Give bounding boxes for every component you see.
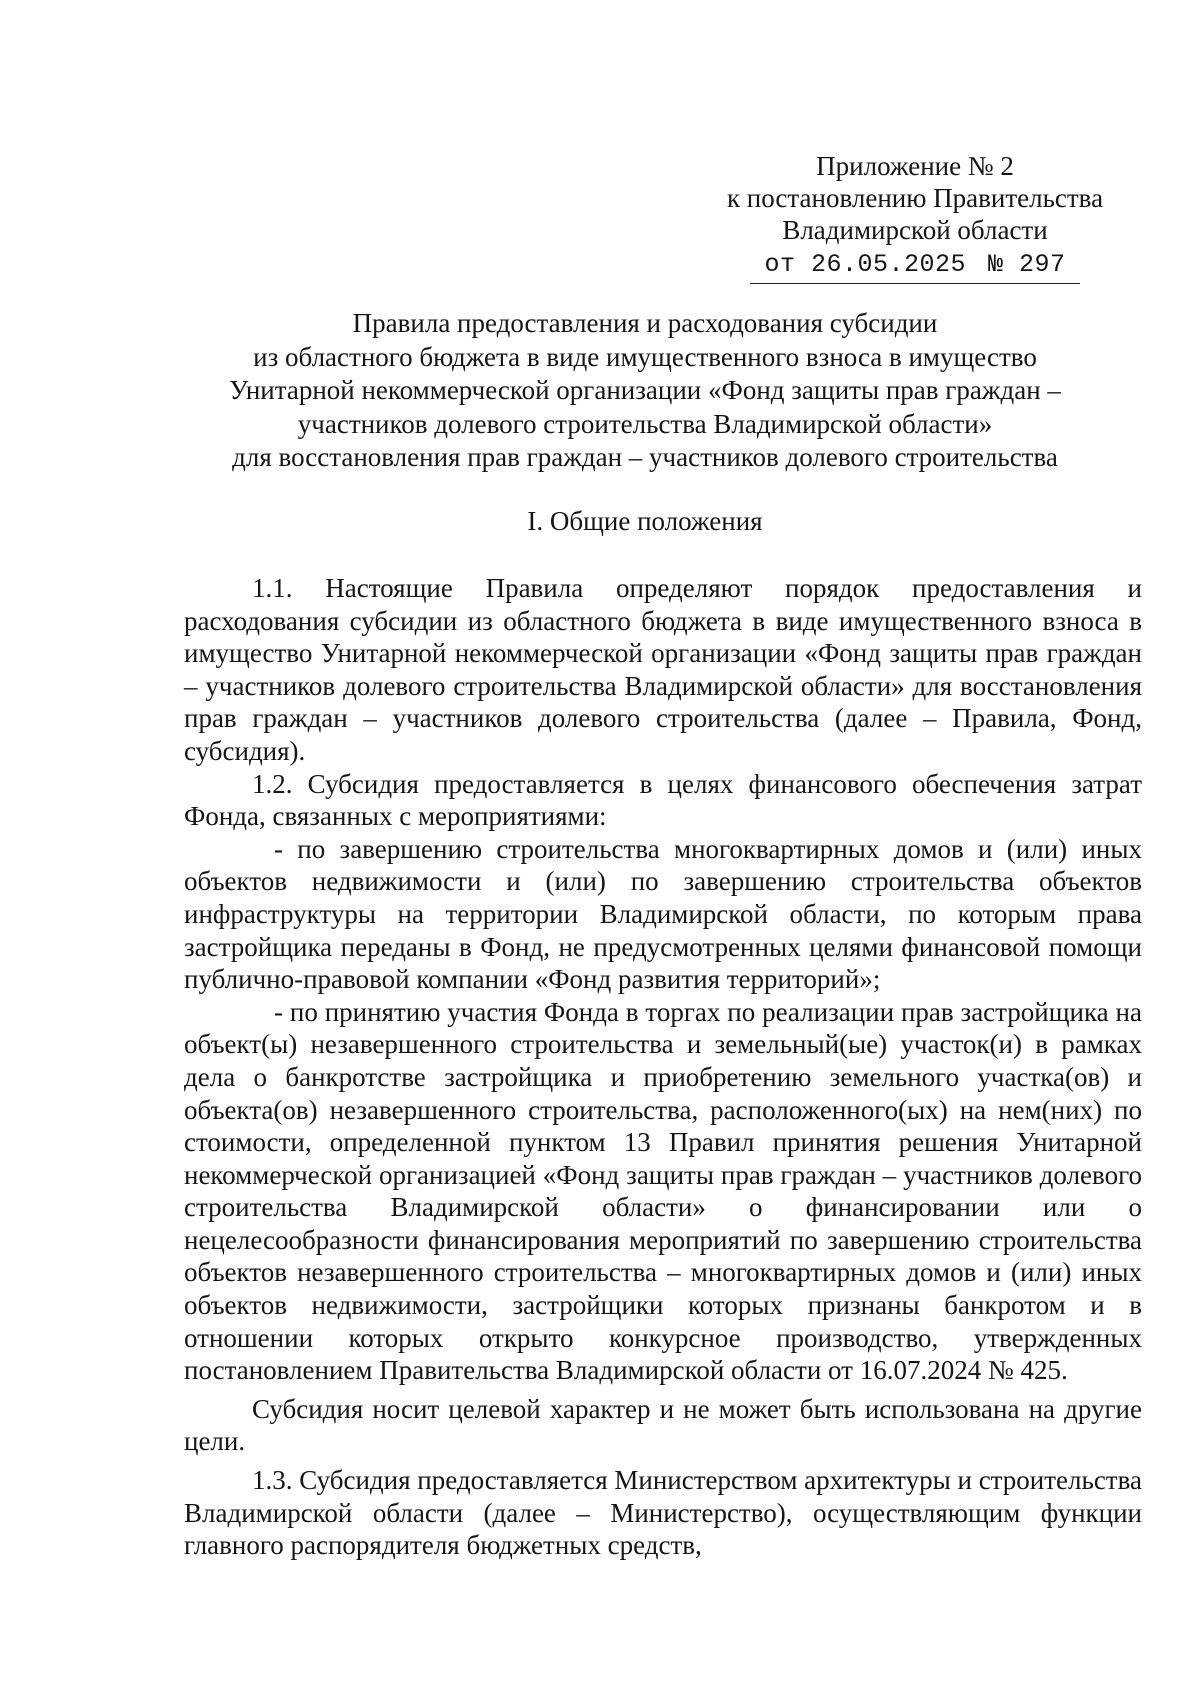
- paragraph-1-3: 1.3. Субсидия предоставляется Министерством архитектуры и строительства Владимирской области (далее – Министерство), осуществляющим функции главного распорядителя бюджетных средств,: [184, 1465, 1142, 1561]
- paragraph-1-1: 1.1. Настоящие Правила определяют порядок предоставления и расходования субсидии из областного бюджета в виде имущественного взноса в имущество Унитарной некоммерческой организации «Фонд защиты прав граждан – участников долевого строительства Владимирской области» для восстановления прав граждан – участников долевого строительства (далее – Правила, Фонд, субсидия).: [184, 573, 1142, 766]
- title-line-2: из областного бюджета в виде имущественного взноса в имущество: [253, 341, 1037, 372]
- appendix-region: Владимирской области: [782, 215, 1048, 245]
- paragraph-target-use: Субсидия носит целевой характер и не может быть использована на другие цели.: [184, 1393, 1142, 1457]
- appendix-header: [700, 150, 1130, 284]
- section-heading: I. Общие положения: [527, 506, 763, 536]
- title-line-1: Правила предоставления и расходования субсидии: [352, 308, 938, 338]
- document-title: [150, 307, 1140, 475]
- registration-number: № 297: [988, 250, 1066, 279]
- registration-date: от 26.05.2025: [764, 250, 967, 279]
- list-item-dash-2: - по принятию участия Фонда в торгах по реализации прав застройщика на объект(ы) незавершенного строительства и земельный(ые) участок(и) в рамках дела о банкротстве застройщика и приобретению земельного участка(ов) и объекта(ов) незавершенного строительства, расположенного(ых) на нем(них) по стоимости, определенной пунктом 13 Правил принятия решения Унитарной некоммерческой организацией «Фонд защиты прав граждан – участников долевого строительства Владимирской области» о финансировании или о нецелесообразности финансирования мероприятий по завершению строительства объектов незавершенного строительства – многоквартирных домов и (или) иных объектов недвижимости, застройщики которых признаны банкротом и в отношении которых открыто конкурсное производство, утвержденных постановлением Правительства Владимирской области от 16.07.2024 № 425.: [184, 996, 1142, 1386]
- appendix-resolution-ref: к постановлению Правительства: [726, 183, 1104, 213]
- title-line-5: для восстановления прав граждан – участников долевого строительства: [232, 442, 1058, 472]
- paragraph-1-2: 1.2. Субсидия предоставляется в целях финансового обеспечения затрат Фонда, связанных с мероприятиями:: [184, 768, 1142, 832]
- registration-stamp: [750, 249, 1079, 284]
- title-line-3: Унитарной некоммерческой организации «Фонд защиты прав граждан –: [229, 375, 1061, 405]
- appendix-number: Приложение № 2: [816, 151, 1014, 181]
- document-body: [184, 572, 1142, 1562]
- title-line-4: участников долевого строительства Владимирской области»: [297, 408, 993, 439]
- list-item-dash-1: - по завершению строительства многоквартирных домов и (или) иных объектов недвижимости и (или) по завершению строительства объектов инфраструктуры на территории Владимирской области, по которым права застройщика переданы в Фонд, не предусмотренных целями финансовой помощи публично-правовой компании «Фонд развития территорий»;: [184, 833, 1142, 995]
